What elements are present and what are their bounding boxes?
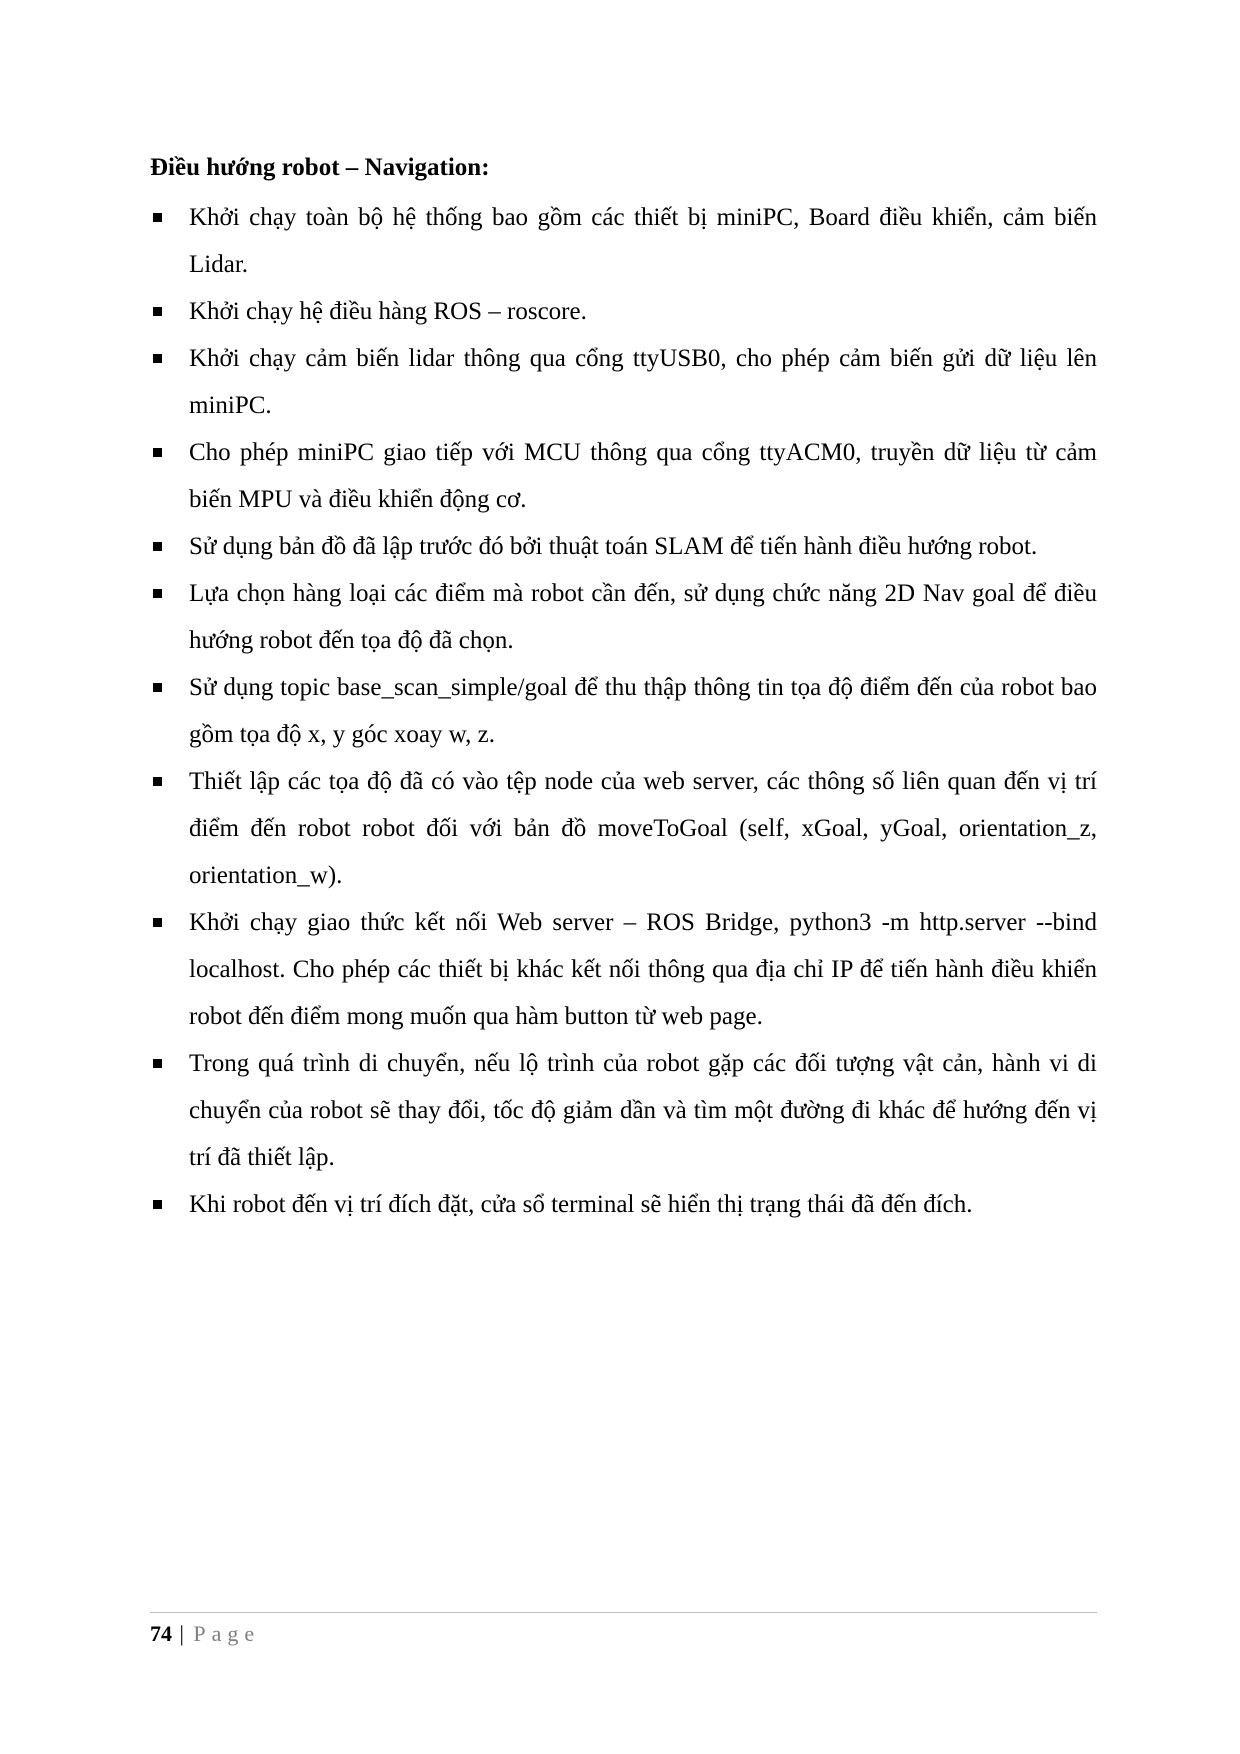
bullet-text: Khởi chạy giao thức kết nối Web server – ROS Bridge, python3 -m http.server --bind localhost. Cho phép các thiết bị khác kết nối thông qua địa chỉ IP để tiến hành điều khiển robot đến điểm mong muốn qua hàm button từ web page. bbox=[189, 909, 1097, 1030]
square-bullet-icon bbox=[153, 1200, 162, 1209]
square-bullet-icon bbox=[153, 683, 162, 692]
bullet-text: Khởi chạy toàn bộ hệ thống bao gồm các thiết bị miniPC, Board điều khiển, cảm biến Lidar. bbox=[189, 204, 1097, 278]
square-bullet-icon bbox=[153, 918, 162, 927]
bullet-item bbox=[150, 570, 1097, 664]
bullet-item bbox=[150, 758, 1097, 899]
bullet-text: Sử dụng bản đồ đã lập trước đó bởi thuật toán SLAM để tiến hành điều hướng robot. bbox=[189, 533, 1038, 560]
bullet-item bbox=[150, 194, 1097, 288]
page-number: 74 bbox=[150, 1621, 172, 1646]
bullet-text: Khởi chạy cảm biến lidar thông qua cổng ttyUSB0, cho phép cảm biến gửi dữ liệu lên miniPC. bbox=[189, 345, 1097, 419]
bullet-text: Thiết lập các tọa độ đã có vào tệp node của web server, các thông số liên quan đến vị trí điểm đến robot robot đối với bản đồ moveToGoal (self, xGoal, yGoal, orientation_z, orientation_w). bbox=[189, 768, 1097, 889]
bullet-item bbox=[150, 429, 1097, 523]
page-label: Page bbox=[193, 1621, 261, 1646]
bullet-text: Lựa chọn hàng loại các điểm mà robot cần đến, sử dụng chức năng 2D Nav goal để điều hướng robot đến tọa độ đã chọn. bbox=[189, 580, 1097, 654]
square-bullet-icon bbox=[153, 542, 162, 551]
page-footer bbox=[150, 1612, 1097, 1649]
square-bullet-icon bbox=[153, 213, 162, 222]
bullet-item bbox=[150, 1040, 1097, 1181]
square-bullet-icon bbox=[153, 777, 162, 786]
bullet-text: Cho phép miniPC giao tiếp với MCU thông qua cổng ttyACM0, truyền dữ liệu từ cảm biến MPU và điều khiển động cơ. bbox=[189, 439, 1097, 513]
square-bullet-icon bbox=[153, 307, 162, 316]
page-content bbox=[150, 148, 1097, 1228]
bullet-text: Trong quá trình di chuyển, nếu lộ trình của robot gặp các đối tượng vật cản, hành vi di chuyển của robot sẽ thay đổi, tốc độ giảm dần và tìm một đường đi khác để hướng đến vị trí đã thiết lập. bbox=[189, 1050, 1097, 1171]
bullet-item bbox=[150, 1181, 1097, 1228]
square-bullet-icon bbox=[153, 448, 162, 457]
bullet-item bbox=[150, 523, 1097, 570]
bullet-item bbox=[150, 664, 1097, 758]
square-bullet-icon bbox=[153, 589, 162, 598]
bullet-text: Sử dụng topic base_scan_simple/goal để thu thập thông tin tọa độ điểm đến của robot bao gồm tọa độ x, y góc xoay w, z. bbox=[189, 674, 1097, 748]
square-bullet-icon bbox=[153, 1059, 162, 1068]
footer-divider bbox=[150, 1612, 1097, 1613]
bullet-item bbox=[150, 288, 1097, 335]
bullet-text: Khi robot đến vị trí đích đặt, cửa sổ terminal sẽ hiển thị trạng thái đã đến đích. bbox=[189, 1191, 973, 1218]
bullet-text: Khởi chạy hệ điều hàng ROS – roscore. bbox=[189, 298, 587, 325]
bullet-list bbox=[150, 194, 1097, 1228]
bullet-item bbox=[150, 899, 1097, 1040]
section-heading: Điều hướng robot – Navigation: bbox=[150, 154, 490, 181]
footer-line bbox=[150, 1619, 1097, 1649]
bullet-item bbox=[150, 335, 1097, 429]
page-separator: | bbox=[179, 1621, 184, 1646]
square-bullet-icon bbox=[153, 354, 162, 363]
